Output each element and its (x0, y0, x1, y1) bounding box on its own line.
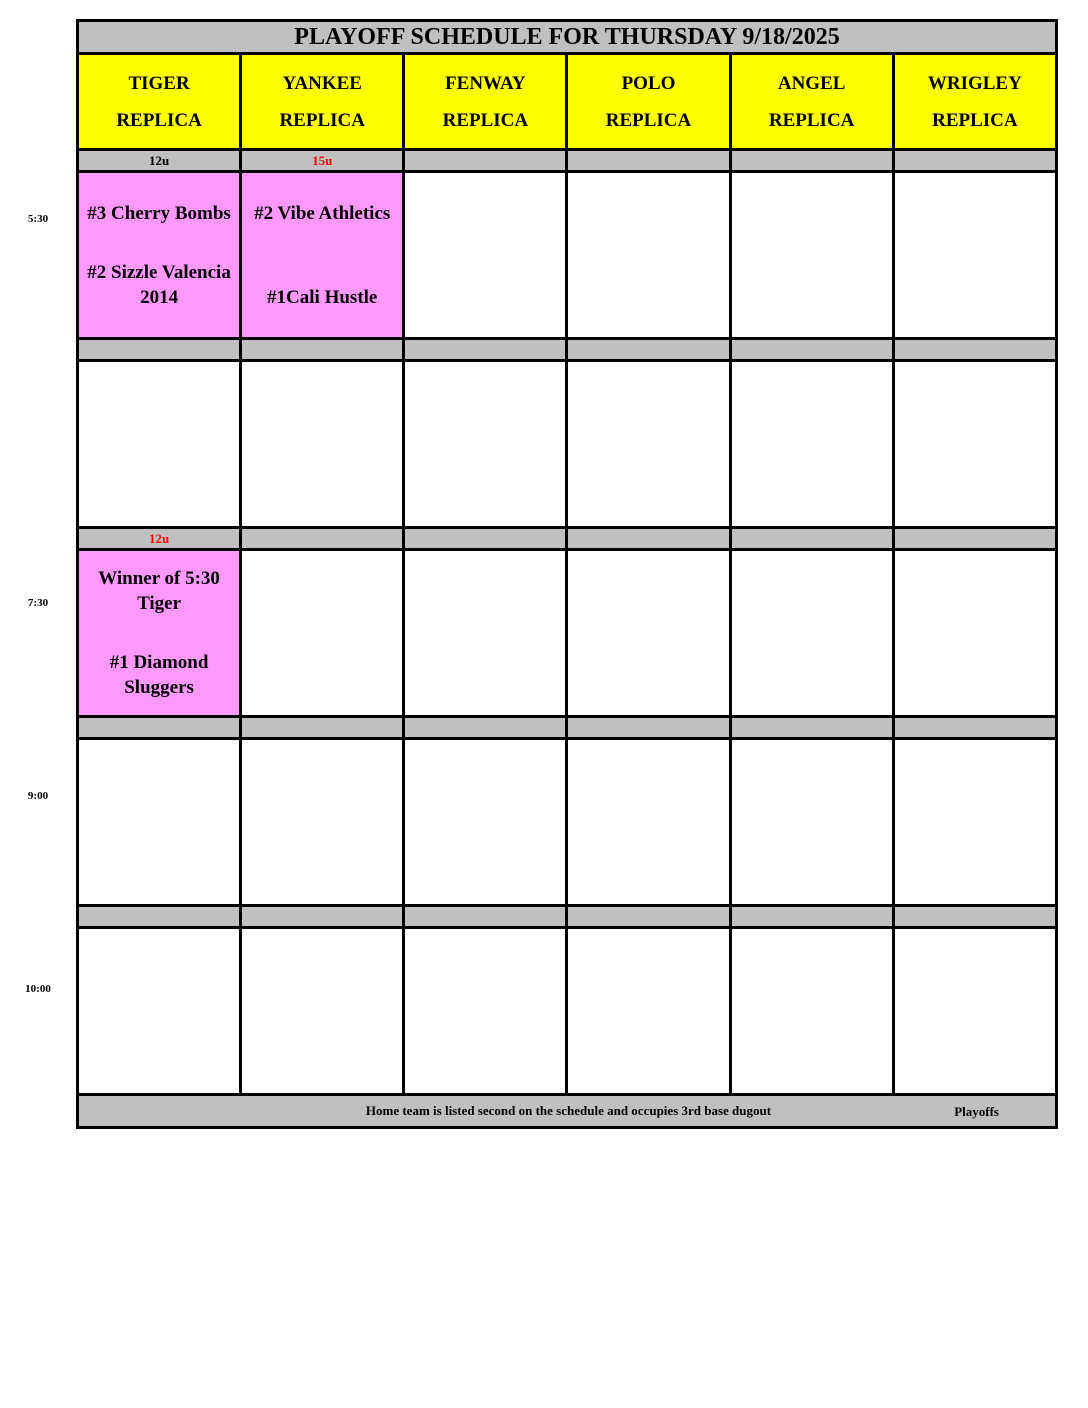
empty-cell (567, 172, 730, 339)
empty-cell (730, 172, 893, 339)
empty-cell (241, 550, 404, 717)
age-label-tiger: 12u (78, 528, 241, 550)
empty-cell (893, 172, 1056, 339)
home-team: #1Cali Hustle (267, 286, 378, 308)
empty-cell (567, 928, 730, 1095)
field-header-angel: ANGEL REPLICA (730, 54, 893, 150)
field-header-yankee: YANKEE REPLICA (241, 54, 404, 150)
slot-row-730 (78, 550, 1057, 717)
empty-cell (893, 550, 1056, 717)
empty-cell (78, 361, 241, 528)
empty-cell (730, 361, 893, 528)
empty-cell (404, 172, 567, 339)
empty-cell (404, 361, 567, 528)
age-label-yankee: 15u (241, 150, 404, 172)
empty-cell (893, 739, 1056, 906)
slot-row-900 (78, 739, 1057, 906)
empty-cell (893, 361, 1056, 528)
field-header-tiger: TIGER REPLICA (78, 54, 241, 150)
time-label-900: 9:00 (27, 790, 49, 802)
time-label-1000: 10:00 (25, 983, 51, 995)
empty-cell (404, 928, 567, 1095)
age-row-3 (78, 528, 1057, 550)
empty-cell (730, 928, 893, 1095)
schedule-title: PLAYOFF SCHEDULE FOR THURSDAY 9/18/2025 (78, 21, 1057, 54)
age-row-1 (78, 150, 1057, 172)
empty-cell (404, 550, 567, 717)
field-header-polo: POLO REPLICA (567, 54, 730, 150)
empty-cell (241, 739, 404, 906)
empty-cell (730, 550, 893, 717)
slot-row-1000 (78, 928, 1057, 1095)
empty-cell (241, 361, 404, 528)
slot-row-530 (78, 172, 1057, 339)
game-cell-530-tiger (78, 172, 241, 339)
age-label-tiger: 12u (78, 150, 241, 172)
footer-note: Home team is listed second on the schedule and occupies 3rd base dugout (365, 1103, 772, 1118)
empty-cell (730, 739, 893, 906)
away-team: #3 Cherry Bombs (87, 202, 231, 224)
time-label-530: 5:30 (27, 213, 49, 225)
empty-cell (567, 550, 730, 717)
empty-cell (78, 739, 241, 906)
game-cell-530-yankee (241, 172, 404, 339)
empty-cell (567, 739, 730, 906)
empty-cell (78, 928, 241, 1095)
game-cell-730-tiger (78, 550, 241, 717)
empty-cell (404, 739, 567, 906)
away-team: #2 Vibe Athletics (254, 202, 391, 224)
empty-cell (567, 361, 730, 528)
time-label-730: 7:30 (27, 597, 49, 609)
field-header-fenway: FENWAY REPLICA (404, 54, 567, 150)
home-team: #2 Sizzle Valencia 2014 (87, 261, 231, 308)
footer-tag: Playoffs (954, 1104, 999, 1119)
home-team: #1 Diamond Sluggers (109, 652, 209, 698)
field-header-wrigley: WRIGLEY REPLICA (893, 54, 1056, 150)
empty-cell (893, 928, 1056, 1095)
field-header-row (78, 54, 1057, 150)
away-team: Winner of 5:30 Tiger (98, 568, 220, 614)
footer-bar (78, 1095, 1057, 1128)
slot-row-2 (78, 361, 1057, 528)
schedule-table (76, 19, 1058, 1129)
empty-cell (241, 928, 404, 1095)
